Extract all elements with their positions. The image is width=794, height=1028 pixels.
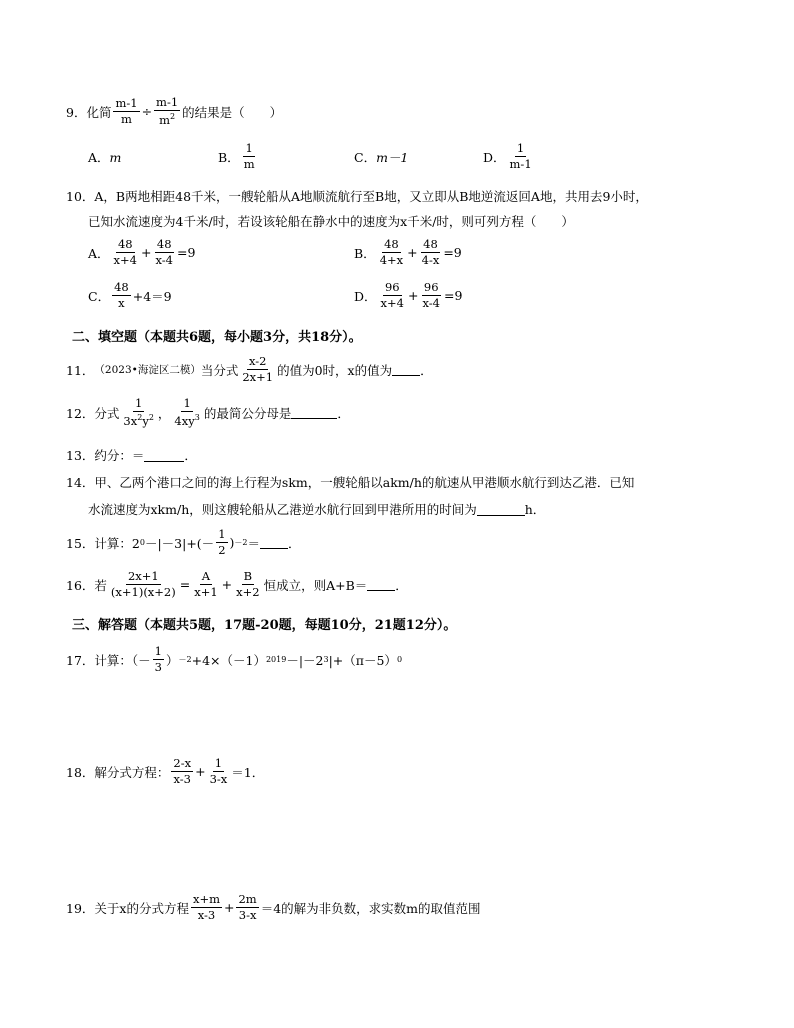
question-16: 16．若 $\frac{2x+1}{(x+1)(x+2)}$ = $\frac{A}{x+1}$ + $\frac{B}{x+2}$ 恒成立，则A+B＝ ． xyxy=(66,569,408,600)
q9-prefix: 9．化简 xyxy=(66,104,112,120)
q9-fraction-2: $\frac{m-1}{m^2}$ xyxy=(156,95,179,128)
question-12: 12．分式 $\frac{1}{3x^2y^2}$ ， $\frac{1}{4xy^3}$ 的最简公分母是 ． xyxy=(66,396,350,429)
q9-fraction-1: $\frac{m-1}{m}$ xyxy=(115,95,138,127)
section-2-heading: 二、填空题（本题共6题，每小题3分，共18分）。 xyxy=(72,330,362,345)
question-19: 19．关于x的分式方程 $\frac{x+m}{x-3}$ + $\frac{2m}{3-x}$ ＝4的解为非负数，求实数m的取值范围 xyxy=(66,892,481,923)
q9-suffix: 的结果是（ ） xyxy=(182,104,283,120)
q11-answer-blank[interactable] xyxy=(392,363,420,376)
q10-option-b: B． $\frac{48}{4+x}$ + $\frac{48}{4-x}$ =9 xyxy=(354,237,462,268)
q14-line-2: 水流速度为xkm/h，则这艘轮船从乙港逆水航行回到甲港所用的时间为 h． xyxy=(88,502,546,517)
q10-option-c: C． $\frac{48}{x}$ +4＝9 xyxy=(88,280,172,311)
q16-answer-blank[interactable] xyxy=(367,578,395,591)
question-11: 11． （2023•海淀区二模） 当分式 $\frac{x-2}{2x+1}$ 的值为0时，x的值为 ． xyxy=(66,354,433,385)
section-3-heading: 三、解答题（本题共5题，17题-20题，每题10分，21题12分）。 xyxy=(72,618,457,633)
question-9 xyxy=(66,96,282,127)
q10-line-1: 10．A，B两地相距48千米，一艘轮船从A地顺流航行至B地，又立即从B地逆流返回A地，共用去9小时， xyxy=(66,189,648,204)
q15-answer-blank[interactable] xyxy=(260,536,288,549)
q14-answer-blank[interactable] xyxy=(477,503,525,516)
q9-option-a: A． m xyxy=(88,149,122,165)
q14-line-1: 14．甲、乙两个港口之间的海上行程为skm，一艘轮船以akm/h的航速从甲港顺水航行到达乙港．已知 xyxy=(66,475,635,490)
question-17: 17．计算：（－ $\frac{1}{3}$ ） －2 +4×（－1） 2019 －|－2 3 |+（π－5） 0 xyxy=(66,644,403,675)
question-13: 13．约分：＝ ． xyxy=(66,448,197,463)
q12-answer-blank[interactable] xyxy=(291,406,337,419)
q10-option-d: D． $\frac{96}{x+4}$ + $\frac{96}{x-4}$ =9 xyxy=(354,280,463,311)
q11-source: （2023•海淀区二模） xyxy=(94,364,201,377)
question-18: 18．解分式方程： $\frac{2-x}{x-3}$ + $\frac{1}{3-x}$ ＝1． xyxy=(66,756,265,787)
q10-option-a: A． $\frac{48}{x+4}$ + $\frac{48}{x-4}$ =9 xyxy=(88,237,196,268)
q10-line-2: 已知水流速度为4千米/时，若设该轮船在静水中的速度为x千米/时，则可列方程（ ） xyxy=(88,214,574,229)
q9-option-c: C． m－1 xyxy=(354,150,409,165)
q13-answer-blank[interactable] xyxy=(144,449,184,462)
q9-option-b: B． $\frac{1}{m}$ xyxy=(218,141,255,172)
q9-option-d: D． $\frac{1}{m-1}$ xyxy=(483,141,532,172)
question-15: 15．计算：2 0 －|－3|+(－ $\frac{1}{2}$ ) －2 ＝ ． xyxy=(66,527,301,558)
q9-operator: ÷ xyxy=(141,104,153,120)
